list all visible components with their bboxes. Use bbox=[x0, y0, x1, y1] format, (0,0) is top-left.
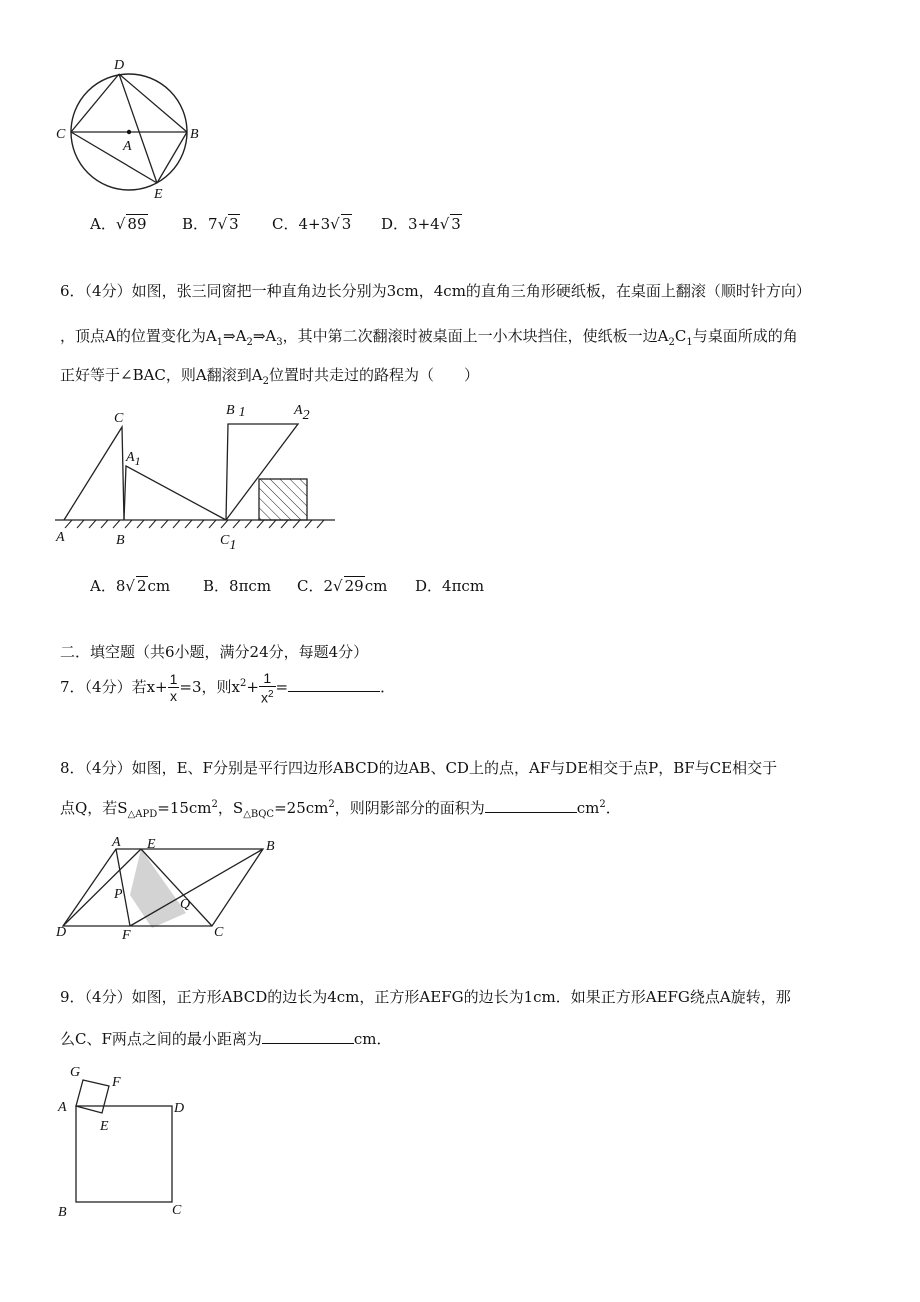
q9-label-g: G bbox=[70, 1065, 81, 1080]
q5-choice-b: B．7√ 3 bbox=[182, 215, 239, 233]
q6-label-b: B bbox=[116, 533, 125, 548]
q6-line-3: 正好等于∠BAC，则A翻滚到$A_2$位置时共走过的路程为（ ） bbox=[60, 366, 479, 387]
q8-label-a: A bbox=[112, 835, 121, 850]
q6-line-2: ，顶点A的位置变化为$A_1\Rightarrow A_2\Rightarrow A_3$，其中第二次翻滚时被桌面上一小木块挡住，使纸板一边$A_2C_1$与桌面所成的角 bbox=[60, 327, 798, 348]
q8-label-e: E bbox=[147, 837, 156, 852]
q7-fraction-1: $\frac{1}{x}$ bbox=[169, 671, 178, 705]
q6-label-c1: C1 bbox=[220, 533, 237, 553]
q5-label-d: D bbox=[114, 58, 125, 73]
q6-label-a1: A1 bbox=[126, 450, 141, 468]
q9-label-d: D bbox=[174, 1101, 185, 1116]
q6-label-c: C bbox=[114, 411, 124, 426]
q8-line-2: 点Q，若$S_{\triangle APD}=15cm^2$，$S_{\triangle BQC}=25cm^2$，则阴影部分的面积为 $cm^2$． bbox=[60, 799, 621, 820]
q8-label-d: D bbox=[56, 925, 67, 940]
q5-choice-c: C．4+3√ 3 bbox=[272, 215, 352, 233]
q9-line-1: 9．（4分）如图，正方形ABCD的边长为4cm，正方形AEFG的边长为1cm．如果正方形AEFG绕点A旋转，那 bbox=[60, 988, 791, 1006]
q7-fraction-2: $\frac{1}{x^2}$ bbox=[260, 670, 274, 706]
q9-squares-figure bbox=[50, 1060, 200, 1225]
q8-answer-blank[interactable] bbox=[485, 798, 577, 813]
q5-choice-d: D．3+4√ 3 bbox=[381, 215, 461, 233]
q6-line-1: 6．（4分）如图，张三同窗把一种直角边长分别为3cm，4cm的直角三角形硬纸板，在桌面上翻滚（顺时针方向） bbox=[60, 282, 811, 300]
q7-line: 7．（4分）若x+ $\frac{1}{x}$ =3，则$x^2+$ $\frac{1}{x^2}$ = ． bbox=[60, 670, 396, 706]
q7-answer-blank[interactable] bbox=[288, 677, 380, 692]
q8-label-q: Q bbox=[180, 897, 191, 912]
q8-label-p: P bbox=[114, 887, 123, 902]
q9-label-f: F bbox=[112, 1075, 121, 1090]
q6-choice-a: A．8√ 2cm bbox=[90, 577, 171, 595]
q6-label-a: A bbox=[56, 530, 65, 545]
q9-label-b: B bbox=[58, 1205, 67, 1220]
q5-label-c: C bbox=[56, 127, 66, 142]
q8-label-b: B bbox=[266, 839, 275, 854]
q6-choice-d: D．4πcm bbox=[415, 577, 485, 595]
q8-label-f: F bbox=[122, 928, 131, 943]
q8-line-1: 8．（4分）如图，E、F分别是平行四边形ABCD的边AB、CD上的点，AF与DE相交于点P，BF与CE相交于 bbox=[60, 759, 778, 777]
q8-label-c: C bbox=[214, 925, 224, 940]
q9-answer-blank[interactable] bbox=[262, 1029, 354, 1044]
q5-choice-a: A．√ 89 bbox=[90, 215, 147, 233]
section-2-heading: 二．填空题（共6小题，满分24分，每题4分） bbox=[60, 643, 369, 661]
q6-label-a2: A2 bbox=[294, 403, 310, 423]
q9-label-a: A bbox=[58, 1100, 67, 1115]
q6-choice-b: B．8πcm bbox=[203, 577, 272, 595]
q5-label-b: B bbox=[190, 127, 199, 142]
q9-label-c: C bbox=[172, 1203, 182, 1218]
q6-choice-c: C．2√ 29cm bbox=[297, 577, 388, 595]
q5-label-a: A bbox=[123, 139, 132, 154]
q8-parallelogram-figure bbox=[50, 832, 290, 947]
q6-label-b1: B 1 bbox=[226, 403, 246, 420]
q5-label-e: E bbox=[154, 187, 163, 200]
q9-label-e: E bbox=[100, 1119, 109, 1134]
q6-rolling-triangle-figure bbox=[50, 398, 350, 558]
q9-line-2: 么C、F两点之间的最小距离为 cm． bbox=[60, 1030, 392, 1048]
q5-circle-figure bbox=[50, 50, 210, 200]
